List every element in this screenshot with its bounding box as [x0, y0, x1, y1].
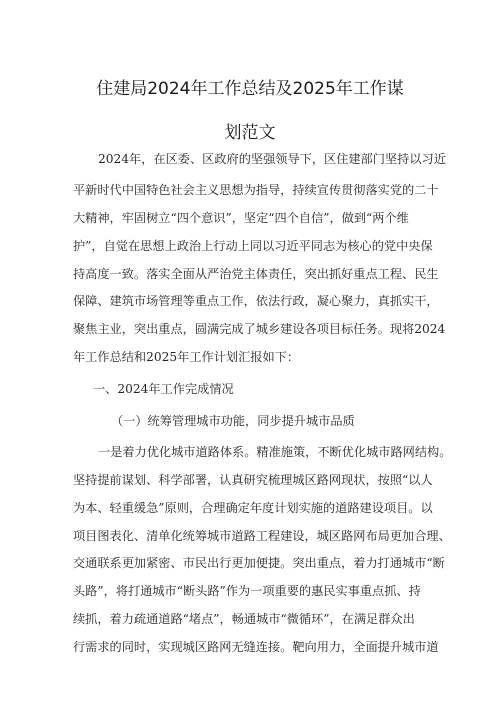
body-line-16: 行需求的同时，实现城区路网无缝连接。靶向用力，全面提升城市道: [73, 640, 439, 654]
body-line-11: 为本、轻重缓急”原则，合理确定年度计划实施的道路建设项目。以: [73, 501, 433, 515]
section-heading-1: 一、2024年工作完成情况: [93, 382, 234, 396]
body-line-14: 头路”，将打通城市“断头路”作为一项重要的惠民实事重点抓、持: [73, 584, 421, 598]
body-line-6: 保障、建筑市场管理等重点工作，依法行政，凝心聚力，真抓实干，: [73, 294, 439, 308]
subsection-heading-1: （一）统筹管理城市功能，同步提升城市品质: [111, 414, 355, 428]
body-line-9: 一是着力优化城市道路体系。精准施策，不断优化城市路网结构。: [98, 445, 452, 459]
document-title-line-1: 住建局2024年工作总结及2025年工作谋: [96, 79, 404, 99]
body-line-2: 平新时代中国特色社会主义思想为指导，持续宣传贯彻落实党的二十: [73, 183, 439, 197]
body-line-5: 持高度一致。落实全面从严治党主体责任，突出抓好重点工程、民生: [73, 267, 439, 281]
body-line-7: 聚焦主业，突出重点，圆满完成了城乡建设各项目标任务。现将2024: [73, 322, 446, 336]
body-line-3: 大精神，牢固树立“四个意识”，坚定“四个自信”，做到“两个维: [73, 211, 409, 225]
body-line-10: 坚持提前谋划、科学部署，认真研究梳理城区路网现状，按照“以人: [73, 473, 433, 487]
body-line-8: 年工作总结和2025年工作计划汇报如下：: [73, 350, 300, 364]
body-line-1: 2024年，在区委、区政府的坚强领导下，区住建部门坚持以习近: [98, 152, 446, 166]
body-line-12: 项目图表化、清单化统筹城市道路工程建设，城区路网布局更加合理、: [73, 529, 451, 543]
document-title-line-2: 划范文: [224, 123, 276, 143]
body-line-4: 护”，自觉在思想上政治上行动上同以习近平同志为核心的党中央保: [73, 239, 433, 253]
body-line-13: 交通联系更加紧密、市民出行更加便捷。突出重点，着力打通城市“断: [73, 556, 445, 570]
body-line-15: 续抓，着力疏通道路“堵点”，畅通城市“微循环”，在满足群众出: [73, 612, 415, 626]
